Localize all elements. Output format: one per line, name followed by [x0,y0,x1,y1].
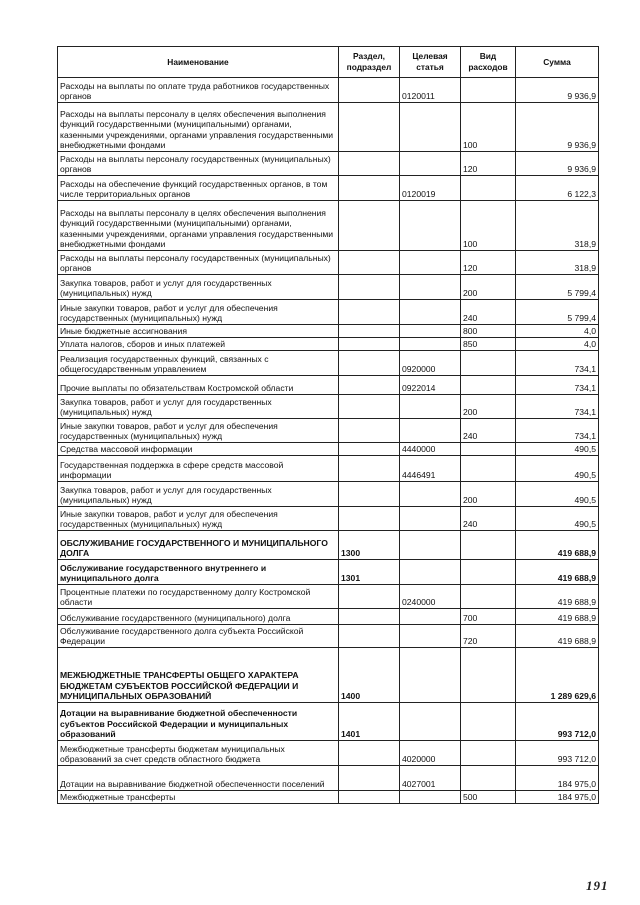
table-header [58,47,599,78]
row-section [339,456,400,482]
row-expense-type: 240 [461,507,516,531]
row-section [339,419,400,443]
table-row [58,625,599,648]
row-expense-type: 200 [461,275,516,300]
row-article [400,703,461,741]
row-expense-type: 100 [461,201,516,251]
row-name: Закупка товаров, работ и услуг для государственных (муниципальных) нужд [58,482,339,507]
row-amount: 318,9 [516,251,599,275]
row-name: МЕЖБЮДЖЕТНЫЕ ТРАНСФЕРТЫ ОБЩЕГО ХАРАКТЕРА БЮДЖЕТАМ СУБЪЕКТОВ РОССИЙСКОЙ ФЕДЕРАЦИИ И МУНИЦИПАЛЬНЫХ ОБРАЗОВАНИЙ [58,648,339,703]
row-section: 1401 [339,703,400,741]
row-article [400,625,461,648]
row-name: Дотации на выравнивание бюджетной обеспеченности поселений [58,766,339,791]
row-expense-type [461,585,516,609]
row-expense-type [461,560,516,585]
table-row [58,766,599,791]
table-row [58,152,599,176]
row-name: Расходы на выплаты по оплате труда работников государственных органов [58,78,339,103]
row-name: Иные закупки товаров, работ и услуг для обеспечения государственных (муниципальных) нужд [58,419,339,443]
row-name: Средства массовой информации [58,443,339,456]
row-expense-type [461,78,516,103]
table-row [58,585,599,609]
row-section: 1400 [339,648,400,703]
row-name: Реализация государственных функций, связанных с общегосударственным управлением [58,351,339,376]
row-section [339,443,400,456]
row-amount: 1 289 629,6 [516,648,599,703]
row-expense-type [461,443,516,456]
row-amount: 6 122,3 [516,176,599,201]
row-article [400,325,461,338]
row-name: Расходы на обеспечение функций государственных органов, в том числе территориальных органов [58,176,339,201]
header-section: Раздел, подраздел [339,47,400,78]
row-amount: 490,5 [516,482,599,507]
row-name: Иные закупки товаров, работ и услуг для обеспечения государственных (муниципальных) нужд [58,507,339,531]
row-expense-type: 200 [461,482,516,507]
row-section [339,766,400,791]
row-expense-type [461,741,516,766]
row-section [339,585,400,609]
table-row [58,482,599,507]
row-expense-type: 850 [461,338,516,351]
row-amount: 9 936,9 [516,78,599,103]
table-row [58,78,599,103]
row-name: Расходы на выплаты персоналу в целях обеспечения выполнения функций государственными (муниципальными) органами, казенными учреждениями, органами управления государственными внебюджетными фондами [58,201,339,251]
row-amount: 9 936,9 [516,152,599,176]
row-article [400,419,461,443]
row-expense-type [461,351,516,376]
table-row [58,351,599,376]
row-name: Расходы на выплаты персоналу в целях обеспечения выполнения функций государственными (муниципальными) органами, казенными учреждениями, органами управления государственными внебюджетными фондами [58,103,339,152]
row-name: Обслуживание государственного (муниципального) долга [58,609,339,625]
row-expense-type: 720 [461,625,516,648]
row-section [339,482,400,507]
row-article [400,275,461,300]
row-amount: 993 712,0 [516,703,599,741]
row-expense-type [461,703,516,741]
table-row [58,456,599,482]
table-row [58,176,599,201]
row-section [339,351,400,376]
header-expense-type: Вид расходов [461,47,516,78]
row-article [400,395,461,419]
table-row [58,609,599,625]
row-article: 0240000 [400,585,461,609]
row-article [400,560,461,585]
row-expense-type: 120 [461,251,516,275]
row-section [339,176,400,201]
row-name: Расходы на выплаты персоналу государственных (муниципальных) органов [58,251,339,275]
row-name: ОБСЛУЖИВАНИЕ ГОСУДАРСТВЕННОГО И МУНИЦИПАЛЬНОГО ДОЛГА [58,531,339,560]
row-amount: 993 712,0 [516,741,599,766]
row-expense-type: 500 [461,791,516,804]
table-row [58,507,599,531]
row-name: Обслуживание государственного внутреннего и муниципального долга [58,560,339,585]
row-section [339,325,400,338]
row-amount: 734,1 [516,419,599,443]
row-section [339,103,400,152]
row-article [400,338,461,351]
row-expense-type [461,176,516,201]
row-expense-type [461,376,516,395]
row-expense-type [461,648,516,703]
row-article [400,507,461,531]
table-row [58,560,599,585]
row-amount: 734,1 [516,376,599,395]
table-row [58,443,599,456]
row-expense-type [461,766,516,791]
row-amount: 490,5 [516,507,599,531]
row-article: 4446491 [400,456,461,482]
row-amount: 419 688,9 [516,609,599,625]
table-row [58,419,599,443]
row-article: 0922014 [400,376,461,395]
row-section [339,609,400,625]
row-section [339,625,400,648]
row-amount: 184 975,0 [516,766,599,791]
table-row [58,395,599,419]
row-article [400,201,461,251]
row-article [400,531,461,560]
row-article [400,152,461,176]
row-expense-type: 100 [461,103,516,152]
row-section [339,338,400,351]
row-amount: 5 799,4 [516,275,599,300]
row-section [339,300,400,325]
table-row [58,300,599,325]
header-amount: Сумма [516,47,599,78]
row-amount: 734,1 [516,395,599,419]
row-amount: 4,0 [516,325,599,338]
row-name: Иные бюджетные ассигнования [58,325,339,338]
row-amount: 184 975,0 [516,791,599,804]
row-article [400,300,461,325]
table-row [58,648,599,703]
row-article: 4027001 [400,766,461,791]
row-article [400,251,461,275]
header-name: Наименование [58,47,339,78]
table-row [58,791,599,804]
row-name: Расходы на выплаты персоналу государственных (муниципальных) органов [58,152,339,176]
row-article [400,609,461,625]
row-article [400,791,461,804]
row-section [339,376,400,395]
table-row [58,531,599,560]
row-amount: 9 936,9 [516,103,599,152]
row-name: Иные закупки товаров, работ и услуг для обеспечения государственных (муниципальных) нужд [58,300,339,325]
page-number: 191 [586,878,609,893]
row-expense-type [461,456,516,482]
row-article: 0120011 [400,78,461,103]
row-section [339,251,400,275]
budget-table [57,46,599,804]
row-amount: 419 688,9 [516,625,599,648]
row-amount: 490,5 [516,456,599,482]
row-name: Государственная поддержка в сфере средств массовой информации [58,456,339,482]
table-row [58,201,599,251]
row-expense-type: 700 [461,609,516,625]
row-article: 0120019 [400,176,461,201]
row-amount: 490,5 [516,443,599,456]
row-article [400,648,461,703]
table-row [58,275,599,300]
table-row [58,376,599,395]
table-row [58,741,599,766]
row-section [339,275,400,300]
table-row [58,103,599,152]
row-article [400,482,461,507]
row-name: Межбюджетные трансферты бюджетам муниципальных образований за счет средств областного бюджета [58,741,339,766]
row-expense-type: 120 [461,152,516,176]
row-article [400,103,461,152]
row-amount: 5 799,4 [516,300,599,325]
row-name: Закупка товаров, работ и услуг для государственных (муниципальных) нужд [58,275,339,300]
row-amount: 4,0 [516,338,599,351]
row-amount: 734,1 [516,351,599,376]
row-article: 0920000 [400,351,461,376]
row-article: 4440000 [400,443,461,456]
row-name: Обслуживание государственного долга субъекта Российской Федерации [58,625,339,648]
table-body [58,78,599,804]
row-amount: 419 688,9 [516,560,599,585]
table-row [58,251,599,275]
row-section [339,78,400,103]
row-amount: 318,9 [516,201,599,251]
row-section: 1300 [339,531,400,560]
row-expense-type: 200 [461,395,516,419]
row-section [339,395,400,419]
row-name: Прочие выплаты по обязательствам Костромской области [58,376,339,395]
row-amount: 419 688,9 [516,585,599,609]
row-section: 1301 [339,560,400,585]
row-expense-type: 240 [461,419,516,443]
row-article: 4020000 [400,741,461,766]
row-name: Закупка товаров, работ и услуг для государственных (муниципальных) нужд [58,395,339,419]
row-section [339,741,400,766]
row-amount: 419 688,9 [516,531,599,560]
row-expense-type [461,531,516,560]
row-name: Дотации на выравнивание бюджетной обеспеченности субъектов Российской Федерации и муниципальных образований [58,703,339,741]
row-section [339,201,400,251]
row-section [339,791,400,804]
table-row [58,325,599,338]
row-name: Межбюджетные трансферты [58,791,339,804]
row-expense-type: 240 [461,300,516,325]
table-row [58,703,599,741]
row-name: Уплата налогов, сборов и иных платежей [58,338,339,351]
row-section [339,152,400,176]
header-article: Целевая статья [400,47,461,78]
row-expense-type: 800 [461,325,516,338]
table-row [58,338,599,351]
row-section [339,507,400,531]
row-name: Процентные платежи по государственному долгу Костромской области [58,585,339,609]
